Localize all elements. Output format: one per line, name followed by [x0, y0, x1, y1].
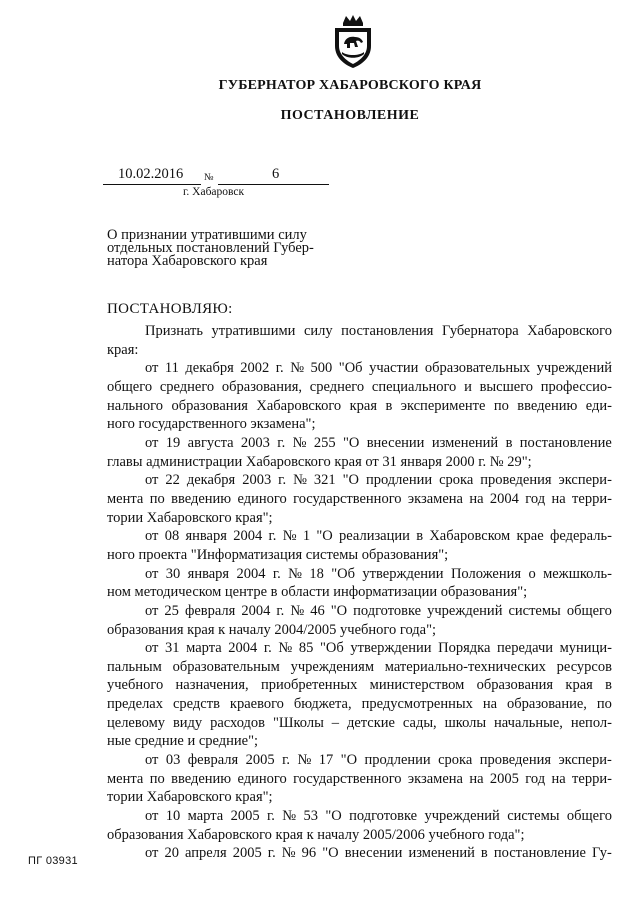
- body-line: от 11 декабря 2002 г. № 500 "Об участии образовательных учреждений: [145, 360, 612, 377]
- document-number: 6: [272, 166, 280, 182]
- date-underline: [103, 184, 201, 185]
- document-city: г. Хабаровск: [183, 186, 245, 198]
- body-line: образования Хабаровского края к началу 2005/2006 учебного года";: [107, 826, 525, 843]
- number-underline: [218, 184, 329, 185]
- body-line: учебного назначения, приобретенных министерством образования края в: [107, 677, 612, 694]
- body-line: от 31 марта 2004 г. № 85 "Об утверждении Порядка передачи муници-: [145, 640, 612, 657]
- body-line: целевому виду расходов "Школы – детские сады, школы начальные, непол-: [107, 714, 612, 731]
- body-line: от 03 февраля 2005 г. № 17 "О продлении срока проведения экспери-: [145, 752, 612, 769]
- body-line: ные средние и средние";: [107, 733, 259, 750]
- document-date: 10.02.2016: [118, 166, 184, 182]
- body-line: тории Хабаровского края";: [107, 789, 273, 806]
- body-line: от 22 декабря 2003 г. № 321 "О продлении срока проведения экспери-: [145, 472, 612, 489]
- number-sign: №: [204, 172, 214, 183]
- document-type: ПОСТАНОВЛЕНИЕ: [280, 108, 420, 123]
- subject-line: О признании утратившими силу: [107, 227, 307, 243]
- body-line: Признать утратившими силу постановления Губернатора Хабаровского: [145, 323, 612, 339]
- body-line: мента по введению единого государственного экзамена на 2004 год на терри-: [107, 490, 612, 507]
- body-line: образования края к началу 2004/2005 учебного года";: [107, 621, 437, 638]
- subject-line: натора Хабаровского края: [107, 253, 268, 269]
- issuer-title: ГУБЕРНАТОР ХАБАРОВСКОГО КРАЯ: [218, 78, 482, 93]
- body-line: от 30 января 2004 г. № 18 "Об утверждении Положения о межшколь-: [145, 565, 612, 582]
- body-line: главы администрации Хабаровского края от 31 января 2000 г. № 29";: [107, 453, 532, 470]
- body-line: от 08 января 2004 г. № 1 "О реализации в Хабаровском крае федераль-: [145, 528, 612, 545]
- body-line: от 19 августа 2003 г. № 255 "О внесении изменений в постановление: [145, 434, 612, 451]
- subject-line: отдельных постановлений Губер-: [107, 240, 314, 256]
- body-line: от 25 февраля 2004 г. № 46 "О подготовке учреждений системы общего: [145, 602, 612, 619]
- body-line: ного проекта "Информатизация системы образования";: [107, 546, 449, 563]
- coat-of-arms-icon: [331, 14, 375, 70]
- body-line: от 10 марта 2005 г. № 53 "О подготовке учреждений системы общего: [145, 808, 612, 825]
- body-line: края:: [107, 341, 139, 358]
- body-line: от 20 апреля 2005 г. № 96 "О внесении изменений в постановление Гу-: [145, 845, 612, 862]
- form-code: ПГ 03931: [28, 855, 78, 867]
- document-subject: [107, 229, 337, 268]
- body-line: пределах средств краевого бюджета, предусмотренных на образование, по: [107, 696, 612, 713]
- body-line: общего среднего образования, среднего специального и высшего профессио-: [107, 378, 612, 395]
- body-line: ного государственного экзамена";: [107, 416, 316, 433]
- body-line: тории Хабаровского края";: [107, 509, 273, 526]
- body-line: ном методическом центре в области информатизации образования";: [107, 584, 528, 601]
- body-line: мента по введению единого государственного экзамена на 2005 год на терри-: [107, 770, 612, 787]
- body-line: пальным образовательным учреждениям материально-технических ресурсов: [107, 658, 612, 675]
- body-line: нального образования Хабаровского края в эксперименте по введению еди-: [107, 397, 612, 414]
- document-body: [107, 322, 612, 863]
- decree-word: ПОСТАНОВЛЯЮ:: [107, 301, 233, 317]
